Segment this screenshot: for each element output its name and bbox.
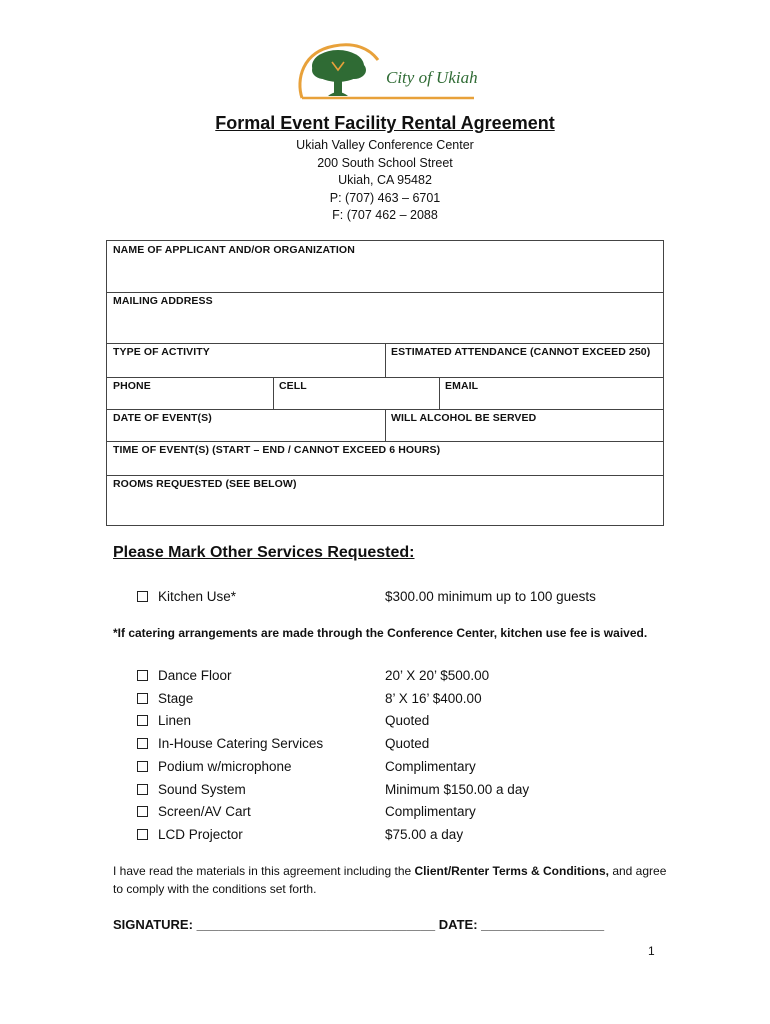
alcohol-field[interactable]: WILL ALCOHOL BE SERVED (391, 412, 537, 424)
service-row (137, 734, 637, 754)
catering-note: *If catering arrangements are made through the Conference Center, kitchen use fee is waived. (113, 626, 648, 640)
service-label: Linen (158, 713, 192, 728)
service-price: Quoted (385, 713, 430, 728)
page-title: Formal Event Facility Rental Agreement (215, 113, 555, 133)
service-row (137, 825, 637, 845)
page-number: 1 (648, 944, 655, 958)
service-label: Podium w/microphone (158, 759, 292, 774)
signature-label: SIGNATURE: (113, 917, 193, 932)
service-label: Stage (158, 691, 194, 706)
linen-checkbox[interactable] (137, 715, 148, 726)
address-line: Ukiah Valley Conference Center (296, 138, 474, 152)
service-label: Kitchen Use* (158, 589, 237, 604)
logo-text: City of Ukiah (386, 68, 478, 87)
kitchen-checkbox[interactable] (137, 591, 148, 602)
catering-checkbox[interactable] (137, 738, 148, 749)
mailing-address-field[interactable]: MAILING ADDRESS (113, 295, 213, 307)
service-price: Quoted (385, 736, 430, 751)
service-price: 20’ X 20’ $500.00 (385, 668, 490, 683)
service-price: Complimentary (385, 804, 476, 819)
service-label: Sound System (158, 782, 246, 797)
podium-checkbox[interactable] (137, 761, 148, 772)
terms-link-text: Client/Renter Terms & Conditions, (414, 864, 609, 878)
phone-line: P: (707) 463 – 6701 (329, 190, 441, 205)
sound-system-checkbox[interactable] (137, 784, 148, 795)
dance-floor-checkbox[interactable] (137, 670, 148, 681)
fax-line: F: (707 462 – 2088 (332, 208, 438, 223)
service-row (137, 666, 637, 686)
service-label: In-House Catering Services (158, 736, 324, 751)
service-price: 8’ X 16’ $400.00 (385, 691, 482, 706)
service-row (137, 757, 637, 777)
date-label: DATE: (438, 917, 478, 932)
service-row (137, 689, 637, 709)
service-row-kitchen (137, 587, 637, 607)
activity-type-field[interactable]: TYPE OF ACTIVITY (113, 346, 210, 358)
event-time-field[interactable]: TIME OF EVENT(S) (START – END / CANNOT EXCEED 6 HOURS) (113, 444, 441, 456)
service-label: LCD Projector (158, 827, 243, 842)
cell-field[interactable]: CELL (279, 380, 307, 392)
service-row (137, 780, 637, 800)
terms-statement (113, 862, 673, 898)
service-row (137, 711, 637, 731)
city-of-ukiah-logo (294, 40, 478, 102)
attendance-field[interactable]: ESTIMATED ATTENDANCE (CANNOT EXCEED 250) (391, 346, 651, 358)
service-price: $75.00 a day (385, 827, 464, 842)
application-form-table (106, 240, 664, 526)
lcd-projector-checkbox[interactable] (137, 829, 148, 840)
date-field[interactable]: _________________ (481, 917, 605, 932)
address-line: 200 South School Street (317, 155, 453, 170)
screen-av-checkbox[interactable] (137, 806, 148, 817)
stage-checkbox[interactable] (137, 693, 148, 704)
service-label: Screen/AV Cart (158, 804, 251, 819)
address-line: Ukiah, CA 95482 (338, 173, 432, 188)
address-block (0, 137, 770, 225)
phone-field[interactable]: PHONE (113, 380, 151, 392)
signature-line (113, 917, 604, 932)
service-price: $300.00 minimum up to 100 guests (385, 589, 596, 604)
service-label: Dance Floor (158, 668, 232, 683)
event-date-field[interactable]: DATE OF EVENT(S) (113, 412, 212, 424)
service-price: Complimentary (385, 759, 476, 774)
email-field[interactable]: EMAIL (445, 380, 479, 392)
rooms-requested-field[interactable]: ROOMS REQUESTED (SEE BELOW) (113, 478, 297, 490)
service-price: Minimum $150.00 a day (385, 782, 530, 797)
applicant-name-field[interactable]: NAME OF APPLICANT AND/OR ORGANIZATION (113, 244, 355, 256)
signature-field[interactable]: _________________________________ (196, 917, 436, 932)
terms-text: and agree to comply with the conditions set forth. (113, 864, 667, 896)
service-row (137, 802, 637, 822)
terms-text: I have read the materials in this agreement including the (113, 864, 415, 878)
services-heading: Please Mark Other Services Requested: (113, 544, 415, 561)
